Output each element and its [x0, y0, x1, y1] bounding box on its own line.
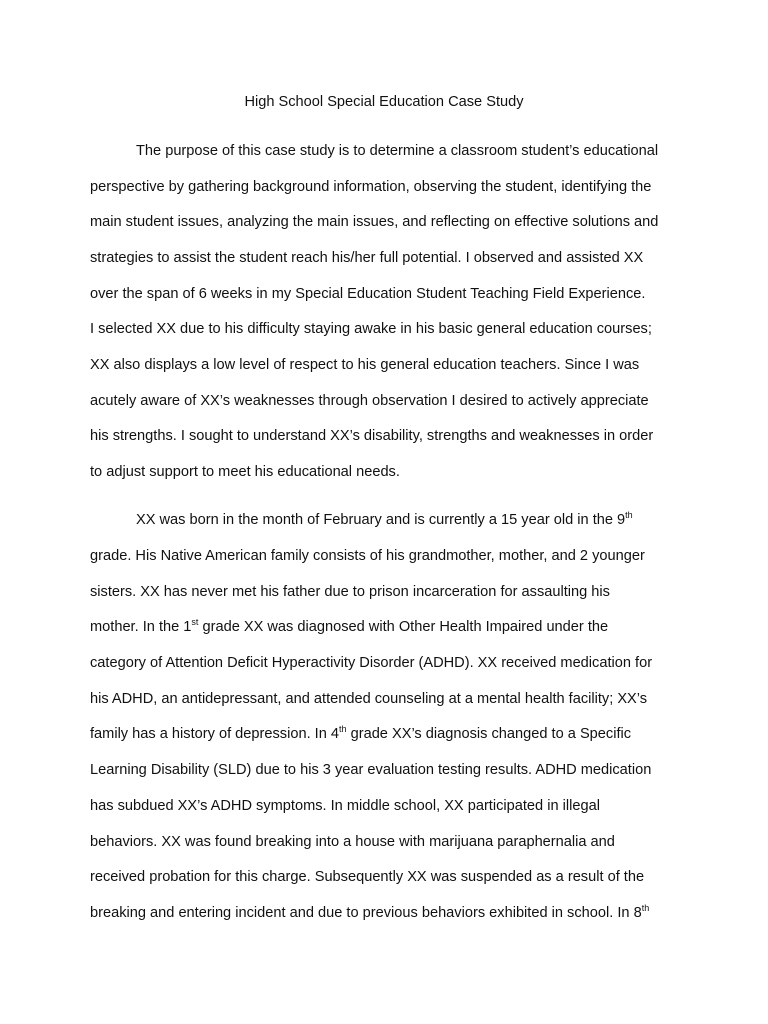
paragraph-2-line: behaviors. XX was found breaking into a house with marijuana paraphernalia and — [90, 834, 615, 850]
paragraph-2-line: grade. His Native American family consists of his grandmother, mother, and 2 younger — [90, 548, 645, 564]
paragraph-1-line: XX also displays a low level of respect to his general education teachers. Since I was — [90, 357, 640, 373]
paragraph-2-text: family has a history of depression. In 4 — [90, 726, 340, 742]
paragraph-2-line: has subdued XX’s ADHD symptoms. In middle school, XX participated in illegal — [90, 798, 600, 814]
paragraph-2-text: mother. In the 1 — [90, 619, 192, 635]
ordinal-suffix: th — [625, 510, 633, 520]
paragraph-1-line: his strengths. I sought to understand XX’s disability, strengths and weaknesses in order — [90, 428, 654, 444]
document-title: High School Special Education Case Study — [244, 94, 524, 110]
ordinal-suffix: st — [191, 617, 199, 627]
paragraph-1-line: perspective by gathering background information, observing the student, identifying the — [90, 179, 652, 195]
paragraph-2-text: breaking and entering incident and due to previous behaviors exhibited in school. In 8 — [90, 905, 642, 921]
paragraph-2-text: XX was born in the month of February and is currently a 15 year old in the 9 — [136, 512, 626, 528]
ordinal-suffix: th — [641, 903, 650, 913]
paragraph-2-line — [90, 903, 649, 923]
paragraph-2-line — [90, 617, 608, 637]
paragraph-1-line: I selected XX due to his difficulty staying awake in his basic general education courses; — [90, 321, 652, 337]
paragraph-2-text: grade XX was diagnosed with Other Health Impaired under the — [198, 619, 609, 635]
paragraph-1-line: to adjust support to meet his educational needs. — [90, 464, 400, 480]
ordinal-suffix: th — [339, 724, 347, 734]
paragraph-2-line — [90, 724, 631, 744]
paragraph-2-line: sisters. XX has never met his father due to prison incarceration for assaulting his — [90, 584, 610, 600]
paragraph-2-line — [136, 510, 633, 530]
paragraph-1-line: The purpose of this case study is to determine a classroom student’s educational — [136, 143, 659, 159]
paragraph-1-line: strategies to assist the student reach his/her full potential. I observed and assisted XX — [90, 250, 644, 266]
paragraph-2-line: received probation for this charge. Subsequently XX was suspended as a result of the — [90, 869, 645, 885]
paragraph-2-line: category of Attention Deficit Hyperactivity Disorder (ADHD). XX received medication for — [90, 655, 653, 671]
paragraph-1-line: acutely aware of XX’s weaknesses through observation I desired to actively appreciate — [90, 393, 649, 409]
paragraph-2-line: his ADHD, an antidepressant, and attended counseling at a mental health facility; XX’s — [90, 691, 648, 707]
paragraph-1-line: main student issues, analyzing the main issues, and reflecting on effective solutions and — [90, 214, 659, 230]
paragraph-2-text: grade XX’s diagnosis changed to a Specific — [346, 726, 632, 742]
paragraph-2-line: Learning Disability (SLD) due to his 3 year evaluation testing results. ADHD medication — [90, 762, 652, 778]
paragraph-1-line: over the span of 6 weeks in my Special Education Student Teaching Field Experience. — [90, 286, 646, 302]
